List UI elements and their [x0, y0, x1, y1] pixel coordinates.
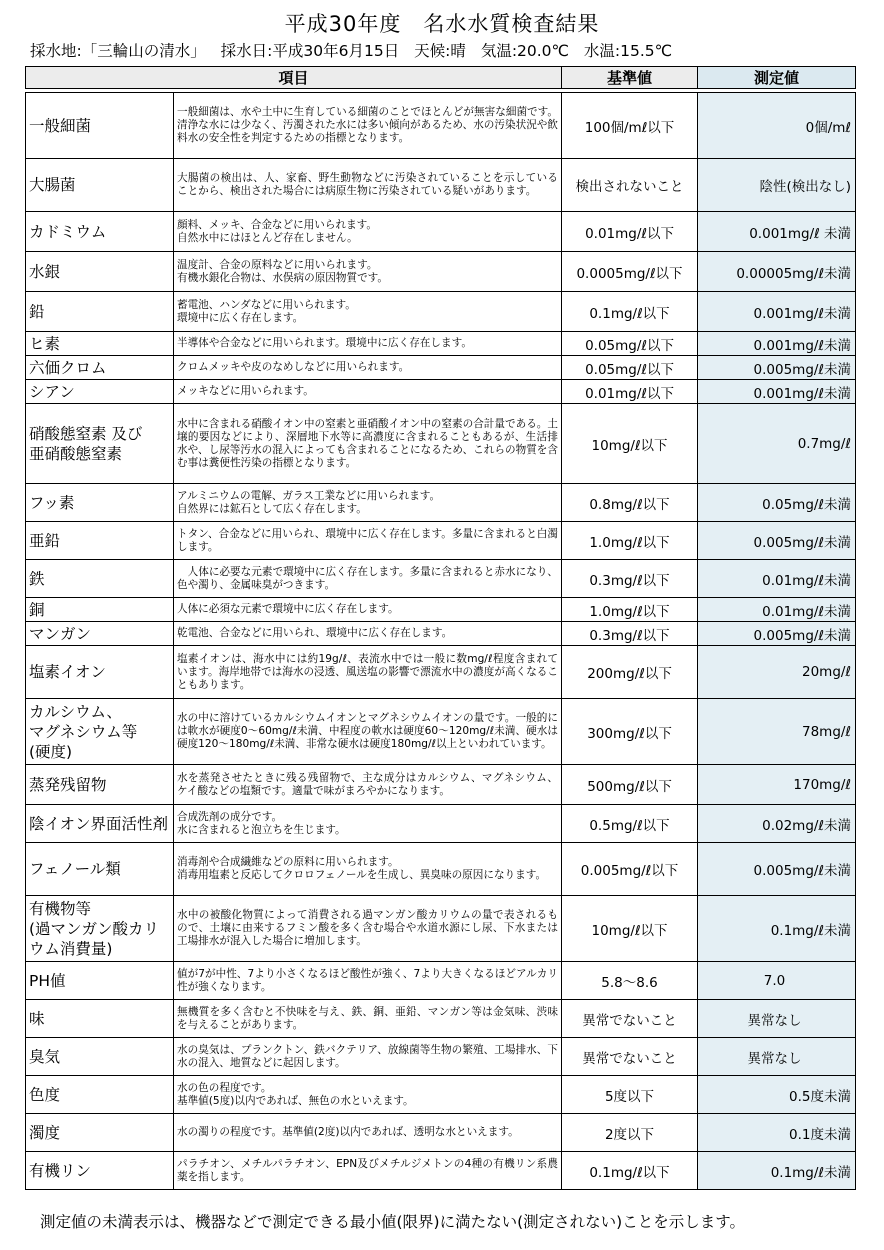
item-description: 一般細菌は、水や土中に生育している細菌のことでほとんどが無害な細菌です。清浄な水には少なく、汚濁された水には多い傾向があるため、水の汚染状況や飲料水の安全性を判定するための指標となります。 [174, 93, 562, 159]
table-row [26, 765, 856, 805]
footnote: 測定値の未満表示は、機器などで測定できる最小値(限界)に満たない(測定されない)ことを示します。 [40, 1213, 745, 1231]
air-temperature: 気温:20.0℃ [480, 42, 569, 60]
standard-value: 5度以下 [562, 1076, 698, 1114]
measured-value: 0.001mg/ℓ 未満 [698, 212, 856, 252]
standard-value: 0.005mg/ℓ以下 [562, 843, 698, 896]
item-description: 蓄電池、ハンダなどに用いられます。 環境中に広く存在します。 [174, 292, 562, 332]
measured-value: 0.005mg/ℓ未満 [698, 522, 856, 560]
standard-value: 1.0mg/ℓ以下 [562, 598, 698, 622]
table-row [26, 93, 856, 159]
item-description: 人体に必要な元素で環境中に広く存在します。多量に含まれると赤水になり、色や濁り、金属味臭がつきます。 [174, 560, 562, 598]
standard-value: 0.0005mg/ℓ以下 [562, 252, 698, 292]
item-name: ヒ素 [26, 332, 174, 356]
header-measured: 測定値 [698, 67, 856, 89]
standard-value: 0.01mg/ℓ以下 [562, 212, 698, 252]
standard-value: 1.0mg/ℓ以下 [562, 522, 698, 560]
sampling-date: 採水日:平成30年6月15日 [220, 42, 400, 60]
item-name: 水銀 [26, 252, 174, 292]
standard-value: 200mg/ℓ以下 [562, 646, 698, 699]
table-row [26, 1038, 856, 1076]
sampling-location: 採水地:「三輪山の清水」 [30, 42, 206, 60]
item-description: クロムメッキや皮のなめしなどに用いられます。 [174, 356, 562, 380]
item-description: トタン、合金などに用いられ、環境中に広く存在します。多量に含まれると白濁します。 [174, 522, 562, 560]
table-row [26, 1000, 856, 1038]
table-row [26, 404, 856, 484]
item-name: 鉄 [26, 560, 174, 598]
standard-value: 2度以下 [562, 1114, 698, 1152]
item-description: 水の色の程度です。 基準値(5度)以内であれば、無色の水といえます。 [174, 1076, 562, 1114]
measured-value: 0.1度未満 [698, 1114, 856, 1152]
item-description: 乾電池、合金などに用いられ、環境中に広く存在します。 [174, 622, 562, 646]
item-name: フェノール類 [26, 843, 174, 896]
item-name: カドミウム [26, 212, 174, 252]
standard-value: 0.5mg/ℓ以下 [562, 805, 698, 843]
item-description: 水中に含まれる硝酸イオン中の窒素と亜硝酸イオン中の窒素の合計量である。土壌的要因などにより、深層地下水等に高濃度に含まれることもあるが、生活排水や、し尿等汚水の混入によっても含まれることになるため、これらの物質を含む事は糞便性汚染の指標となります。 [174, 404, 562, 484]
weather: 天候:晴 [414, 42, 466, 60]
item-description: 顔料、メッキ、合金などに用いられます。 自然水中にはほとんど存在しません。 [174, 212, 562, 252]
standard-value: 500mg/ℓ以下 [562, 765, 698, 805]
item-name: 亜鉛 [26, 522, 174, 560]
item-name: 有機物等 (過マンガン酸カリ ウム消費量) [26, 896, 174, 962]
table-row [26, 356, 856, 380]
standard-value: 10mg/ℓ以下 [562, 896, 698, 962]
measured-value: 異常なし [698, 1038, 856, 1076]
item-name: 臭気 [26, 1038, 174, 1076]
standard-value: 100個/mℓ以下 [562, 93, 698, 159]
table-row [26, 332, 856, 356]
item-name: 蒸発残留物 [26, 765, 174, 805]
table-row [26, 292, 856, 332]
measured-value: 0.01mg/ℓ未満 [698, 598, 856, 622]
measured-value: 0.005mg/ℓ未満 [698, 622, 856, 646]
item-name: 硝酸態窒素 及び 亜硝酸態窒素 [26, 404, 174, 484]
measured-value: 0.05mg/ℓ未満 [698, 484, 856, 522]
item-description: 水中の被酸化物質によって消費される過マンガン酸カリウムの量で表されるもので、土壌に由来するフミン酸を多く含む場合や水道水源にし尿、下水または工場排水が混入した場合に増加します。 [174, 896, 562, 962]
standard-value: 検出されないこと [562, 159, 698, 212]
item-name: PH値 [26, 962, 174, 1000]
item-description: 塩素イオンは、海水中には約19g/ℓ、表流水中では一般に数mg/ℓ程度含まれています。海岸地帯では海水の浸透、風送塩の影響で漂流水中の濃度が高くなることもあります。 [174, 646, 562, 699]
page-title: 平成30年度 名水水質検査結果 [284, 12, 600, 36]
standard-value: 0.8mg/ℓ以下 [562, 484, 698, 522]
table-row [26, 159, 856, 212]
measured-value: 0.7mg/ℓ [698, 404, 856, 484]
table-row [26, 1152, 856, 1190]
standard-value: 0.1mg/ℓ以下 [562, 292, 698, 332]
item-name: カルシウム、 マグネシウム等 (硬度) [26, 699, 174, 765]
item-name: 味 [26, 1000, 174, 1038]
standard-value: 10mg/ℓ以下 [562, 404, 698, 484]
item-name: 銅 [26, 598, 174, 622]
measured-value: 0.00005mg/ℓ未満 [698, 252, 856, 292]
standard-value: 異常でないこと [562, 1038, 698, 1076]
measured-value: 170mg/ℓ [698, 765, 856, 805]
item-description: 無機質を多く含むと不快味を与え、鉄、銅、亜鉛、マンガン等は金気味、渋味を与えることがあります。 [174, 1000, 562, 1038]
item-description: 温度計、合金の原料などに用いられます。 有機水銀化合物は、水俣病の原因物質です。 [174, 252, 562, 292]
measured-value: 20mg/ℓ [698, 646, 856, 699]
table-row [26, 843, 856, 896]
table-row [26, 1114, 856, 1152]
standard-value: 0.3mg/ℓ以下 [562, 560, 698, 598]
table-body [26, 89, 856, 1190]
table-row [26, 962, 856, 1000]
item-description: 水の中に溶けているカルシウムイオンとマグネシウムイオンの量です。一般的には軟水が硬度0～60mg/ℓ未満、中程度の軟水は硬度60～120mg/ℓ未満、硬水は硬度120～180mg/ℓ未満、非常な硬水は硬度180mg/ℓ以上といわれています。 [174, 699, 562, 765]
item-name: 鉛 [26, 292, 174, 332]
header-item: 項目 [26, 67, 562, 89]
table-row [26, 805, 856, 843]
standard-value: 0.05mg/ℓ以下 [562, 356, 698, 380]
item-name: 有機リン [26, 1152, 174, 1190]
table-row [26, 560, 856, 598]
measured-value: 0.005mg/ℓ未満 [698, 356, 856, 380]
item-description: パラチオン、メチルパラチオン、EPN及びメチルジメトンの4種の有機リン系農薬を指します。 [174, 1152, 562, 1190]
table-row [26, 598, 856, 622]
table-row [26, 699, 856, 765]
measured-value: 0.005mg/ℓ未満 [698, 843, 856, 896]
item-description: 水の臭気は、プランクトン、鉄バクテリア、放線菌等生物の繁殖、工場排水、下水の混入、地質などに起因します。 [174, 1038, 562, 1076]
measured-value: 0.02mg/ℓ未満 [698, 805, 856, 843]
table-row [26, 212, 856, 252]
measured-value: 陰性(検出なし) [698, 159, 856, 212]
measured-value: 7.0 [698, 962, 856, 1000]
measured-value: 0.1mg/ℓ未満 [698, 1152, 856, 1190]
item-description: アルミニウムの電解、ガラス工業などに用いられます。 自然界には鉱石として広く存在します。 [174, 484, 562, 522]
item-name: 陰イオン界面活性剤 [26, 805, 174, 843]
table-row [26, 380, 856, 404]
item-name: 大腸菌 [26, 159, 174, 212]
item-name: フッ素 [26, 484, 174, 522]
standard-value: 0.05mg/ℓ以下 [562, 332, 698, 356]
measured-value: 0.1mg/ℓ未満 [698, 896, 856, 962]
item-name: 色度 [26, 1076, 174, 1114]
standard-value: 異常でないこと [562, 1000, 698, 1038]
measured-value: 0.01mg/ℓ未満 [698, 560, 856, 598]
measured-value: 異常なし [698, 1000, 856, 1038]
measured-value: 0個/mℓ [698, 93, 856, 159]
water-temperature: 水温:15.5℃ [583, 42, 673, 60]
standard-value: 0.3mg/ℓ以下 [562, 622, 698, 646]
item-description: 半導体や合金などに用いられます。環境中に広く存在します。 [174, 332, 562, 356]
table-row [26, 622, 856, 646]
item-description: 消毒剤や合成繊維などの原料に用いられます。 消毒用塩素と反応してクロロフェノールを生成し、異臭味の原因になります。 [174, 843, 562, 896]
measured-value: 0.001mg/ℓ未満 [698, 332, 856, 356]
item-name: シアン [26, 380, 174, 404]
item-description: 大腸菌の検出は、人、家畜、野生動物などに汚染されていることを示していることから、検出された場合には病原生物に汚染されている疑いがあります。 [174, 159, 562, 212]
table-header-row [26, 67, 856, 89]
sampling-info [30, 39, 870, 61]
item-description: 水を蒸発させたときに残る残留物で、主な成分はカルシウム、マグネシウム、ケイ酸などの塩類です。適量で味がまろやかになります。 [174, 765, 562, 805]
standard-value: 5.8～8.6 [562, 962, 698, 1000]
item-description: 人体に必須な元素で環境中に広く存在します。 [174, 598, 562, 622]
item-description: 合成洗剤の成分です。 水に含まれると泡立ちを生じます。 [174, 805, 562, 843]
measured-value: 0.001mg/ℓ未満 [698, 380, 856, 404]
standard-value: 0.1mg/ℓ以下 [562, 1152, 698, 1190]
standard-value: 0.01mg/ℓ以下 [562, 380, 698, 404]
table-row [26, 522, 856, 560]
item-name: 六価クロム [26, 356, 174, 380]
table-row [26, 646, 856, 699]
table-row [26, 484, 856, 522]
item-name: 塩素イオン [26, 646, 174, 699]
measured-value: 78mg/ℓ [698, 699, 856, 765]
item-name: 濁度 [26, 1114, 174, 1152]
table-row [26, 896, 856, 962]
item-name: マンガン [26, 622, 174, 646]
standard-value: 300mg/ℓ以下 [562, 699, 698, 765]
item-description: メッキなどに用いられます。 [174, 380, 562, 404]
table-row [26, 252, 856, 292]
measured-value: 0.001mg/ℓ未満 [698, 292, 856, 332]
results-table [25, 66, 856, 1190]
item-description: 水の濁りの程度です。基準値(2度)以内であれば、透明な水といえます。 [174, 1114, 562, 1152]
table-row [26, 1076, 856, 1114]
item-description: 値が7が中性、7より小さくなるほど酸性が強く、7より大きくなるほどアルカリ性が強くなります。 [174, 962, 562, 1000]
measured-value: 0.5度未満 [698, 1076, 856, 1114]
item-name: 一般細菌 [26, 93, 174, 159]
header-standard: 基準値 [562, 67, 698, 89]
